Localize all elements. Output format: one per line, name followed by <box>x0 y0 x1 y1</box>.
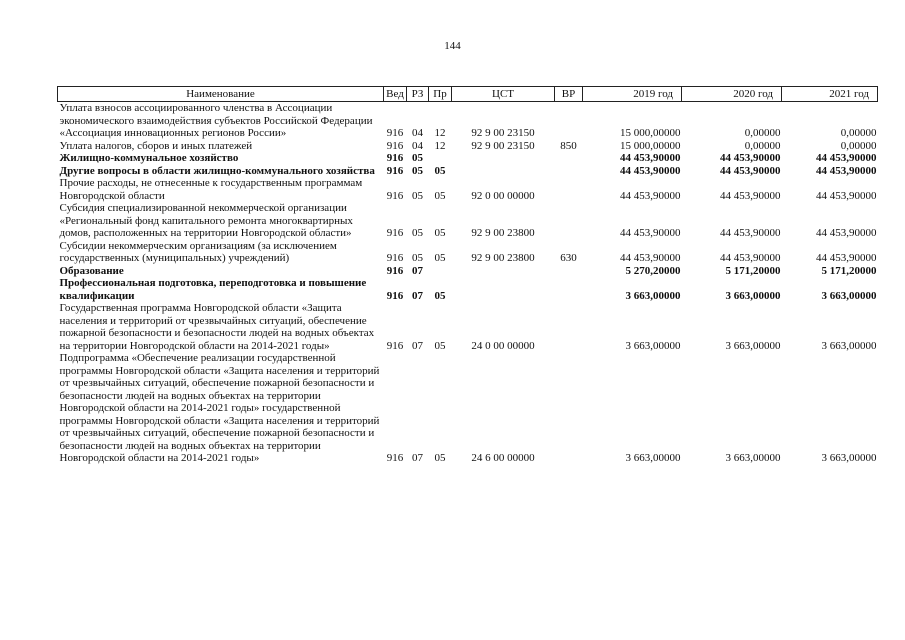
header-2021: 2021 год <box>782 87 878 102</box>
row-ved: 916 <box>386 164 404 177</box>
row-vr <box>555 152 583 165</box>
row-vr: 630 <box>560 252 577 264</box>
row-name: Образование <box>59 264 124 277</box>
row-ved: 916 <box>386 127 404 139</box>
row-value-2020: 3 663,00000 <box>725 289 781 302</box>
row-pr: 05 <box>434 452 446 464</box>
row-ved: 916 <box>386 339 404 352</box>
row-value-2021: 44 453,90000 <box>816 227 877 239</box>
table-header-row <box>58 87 878 102</box>
row-vr <box>555 165 583 178</box>
row-ved: 916 <box>386 189 404 202</box>
row-value-2021: 44 453,90000 <box>816 189 877 202</box>
row-rz: 05 <box>412 189 423 202</box>
table-row <box>58 302 878 352</box>
row-value-2019: 15 000,00000 <box>620 127 681 139</box>
row-ved: 916 <box>386 227 404 239</box>
header-pr: Пр <box>429 87 452 102</box>
row-value-2020: 44 453,90000 <box>720 152 781 164</box>
row-value-2020: 3 663,00000 <box>725 452 781 464</box>
row-vr <box>555 102 583 140</box>
row-vr: 850 <box>560 139 577 152</box>
row-vr <box>555 277 583 302</box>
row-cst: 92 9 00 23150 <box>471 127 535 139</box>
table-body <box>58 102 878 465</box>
row-value-2019: 44 453,90000 <box>620 152 681 164</box>
row-vr <box>555 352 583 465</box>
budget-table <box>57 86 878 465</box>
row-pr: 05 <box>434 189 446 202</box>
row-rz: 07 <box>412 339 423 352</box>
table-row <box>58 352 878 465</box>
row-cst: 92 9 00 23800 <box>471 252 535 264</box>
table-row <box>58 265 878 278</box>
row-rz: 07 <box>412 452 423 464</box>
row-cst <box>452 152 555 165</box>
row-cst <box>452 265 555 278</box>
row-name: Государственная программа Новгородской области «Защита населения и территорий от чрезвычайных ситуаций, обеспечение пожарной безопасности и безопасности людей на водных объектах на территории Новгородской области на 2014-2021 годы» <box>59 302 375 352</box>
row-name: Подпрограмма «Обеспечение реализации государственной программы Новгородской области «Защита населения и территорий от чрезвычайных ситуаций, обеспечение пожарной безопасности и безопасности людей на водных объектах на территории Новгородской области на 2014-2021 годы» государственной программы Новгородской области «Защита населения и территорий от чрезвычайных ситуаций, обеспечение пожарной безопасности и безопасности людей на водных объектах на территории Новгородской области на 2014-2021 годы» <box>59 352 380 464</box>
header-cst: ЦСТ <box>452 87 555 102</box>
row-rz: 07 <box>412 289 423 302</box>
row-value-2021: 3 663,00000 <box>821 339 877 352</box>
row-pr: 05 <box>434 252 446 264</box>
row-cst: 24 0 00 00000 <box>471 339 535 352</box>
row-name: Профессиональная подготовка, переподготовка и повышение квалификации <box>59 277 367 302</box>
row-value-2021: 5 171,20000 <box>821 264 877 277</box>
header-2020: 2020 год <box>682 87 782 102</box>
row-cst <box>452 277 555 302</box>
row-pr <box>429 265 452 278</box>
row-rz: 07 <box>412 264 423 277</box>
header-2019: 2019 год <box>583 87 682 102</box>
row-vr <box>555 177 583 202</box>
row-cst <box>452 165 555 178</box>
header-ved: Вед <box>384 87 407 102</box>
table-row <box>58 277 878 302</box>
table-row <box>58 152 878 165</box>
row-name: Уплата взносов ассоциированного членства в Ассоциации экономического взаимодействия субъектов Российской Федерации «Ассоциация инновационных регионов России» <box>59 102 373 139</box>
row-vr <box>555 265 583 278</box>
row-value-2021: 44 453,90000 <box>816 164 877 177</box>
row-value-2021: 44 453,90000 <box>816 252 877 264</box>
row-name: Уплата налогов, сборов и иных платежей <box>59 139 253 152</box>
row-ved: 916 <box>386 139 404 152</box>
row-name: Другие вопросы в области жилищно-коммунального хозяйства <box>59 164 375 177</box>
row-ved: 916 <box>386 289 404 302</box>
row-value-2019: 44 453,90000 <box>620 164 681 177</box>
table-row <box>58 140 878 153</box>
table-row <box>58 177 878 202</box>
row-value-2019: 3 663,00000 <box>625 289 681 302</box>
row-value-2020: 44 453,90000 <box>720 189 781 202</box>
table-row <box>58 102 878 140</box>
row-ved: 916 <box>386 252 404 264</box>
table-row <box>58 202 878 240</box>
row-rz: 05 <box>412 152 423 164</box>
row-cst: 92 0 00 00000 <box>471 189 535 202</box>
row-ved: 916 <box>386 264 404 277</box>
row-value-2019: 3 663,00000 <box>625 339 681 352</box>
row-rz: 05 <box>412 164 423 177</box>
row-value-2021: 0,00000 <box>840 139 877 152</box>
row-value-2020: 44 453,90000 <box>720 227 781 239</box>
row-value-2020: 0,00000 <box>744 139 781 152</box>
row-pr: 12 <box>434 127 446 139</box>
row-rz: 05 <box>412 252 423 264</box>
row-pr <box>429 152 452 165</box>
row-rz: 04 <box>412 139 423 152</box>
row-ved: 916 <box>386 452 404 464</box>
header-name: Наименование <box>58 87 384 102</box>
row-name: Субсидия специализированной некоммерческой организации «Региональный фонд капитального ремонта многоквартирных домов, расположенных на территории Новгородской области» <box>59 202 353 239</box>
row-cst: 24 6 00 00000 <box>471 452 535 464</box>
row-pr: 05 <box>434 164 446 177</box>
row-value-2020: 44 453,90000 <box>720 252 781 264</box>
row-rz: 04 <box>412 127 423 139</box>
row-cst: 92 9 00 23150 <box>471 139 535 152</box>
row-name: Жилищно-коммунальное хозяйство <box>59 152 239 164</box>
row-value-2021: 3 663,00000 <box>821 289 877 302</box>
row-value-2019: 44 453,90000 <box>620 252 681 264</box>
row-value-2020: 44 453,90000 <box>720 164 781 177</box>
row-cst: 92 9 00 23800 <box>471 227 535 239</box>
row-value-2020: 3 663,00000 <box>725 339 781 352</box>
row-vr <box>555 202 583 240</box>
row-ved: 916 <box>386 152 404 164</box>
header-vr: ВР <box>555 87 583 102</box>
header-rz: РЗ <box>407 87 429 102</box>
row-pr: 05 <box>434 227 446 239</box>
table-row <box>58 165 878 178</box>
row-vr <box>555 302 583 352</box>
row-value-2019: 44 453,90000 <box>620 227 681 239</box>
row-value-2019: 15 000,00000 <box>620 139 681 152</box>
row-value-2019: 3 663,00000 <box>625 452 681 464</box>
row-value-2019: 44 453,90000 <box>620 189 681 202</box>
row-rz: 05 <box>412 227 423 239</box>
row-name: Прочие расходы, не отнесенные к государственным программам Новгородской области <box>59 177 363 202</box>
page-number: 144 <box>444 40 461 52</box>
row-value-2019: 5 270,20000 <box>625 264 681 277</box>
row-value-2021: 0,00000 <box>840 127 877 139</box>
row-pr: 12 <box>434 139 446 152</box>
table-row <box>58 240 878 265</box>
row-value-2021: 44 453,90000 <box>816 152 877 164</box>
row-pr: 05 <box>434 339 446 352</box>
row-value-2020: 0,00000 <box>744 127 781 139</box>
row-name: Субсидии некоммерческим организациям (за исключением государственных (муниципальных) учреждений) <box>59 239 337 264</box>
row-value-2021: 3 663,00000 <box>821 452 877 464</box>
row-value-2020: 5 171,20000 <box>725 264 781 277</box>
row-pr: 05 <box>434 289 446 302</box>
